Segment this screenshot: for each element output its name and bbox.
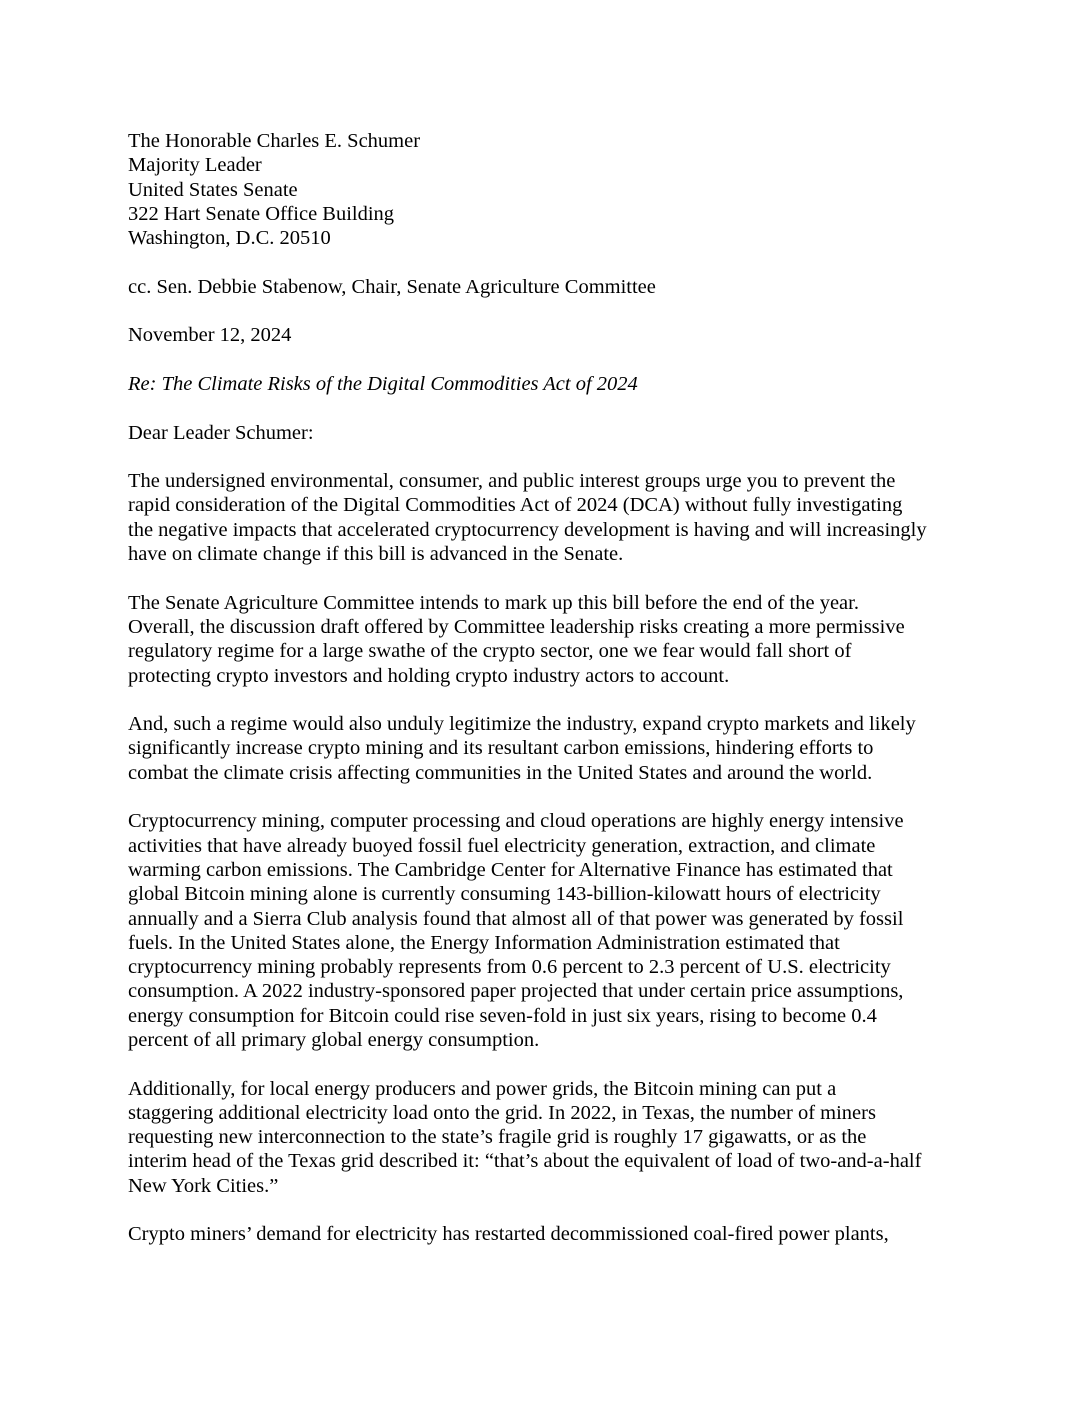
- paragraph-line: significantly increase crypto mining and its resultant carbon emissions, hindering efforts to: [128, 737, 874, 760]
- paragraph-line: The Senate Agriculture Committee intends to mark up this bill before the end of the year.: [128, 591, 859, 614]
- paragraph-line: warming carbon emissions. The Cambridge Center for Alternative Finance has estimated that: [128, 858, 893, 881]
- paragraph-line: And, such a regime would also unduly legitimize the industry, expand crypto markets and likely: [128, 713, 916, 736]
- paragraph-line: consumption. A 2022 industry-sponsored paper projected that under certain price assumptions,: [128, 980, 904, 1003]
- paragraph-line: Additionally, for local energy producers and power grids, the Bitcoin mining can put a: [128, 1077, 837, 1100]
- paragraph-line: protecting crypto investors and holding crypto industry actors to account.: [128, 664, 730, 687]
- cc-line: [128, 275, 968, 299]
- paragraph-line: percent of all primary global energy consumption.: [128, 1028, 540, 1051]
- paragraph-line: fuels. In the United States alone, the Energy Information Administration estimated that: [128, 931, 840, 954]
- addressee-title: Majority Leader: [128, 154, 262, 177]
- paragraph-line: Overall, the discussion draft offered by Committee leadership risks creating a more permissive: [128, 615, 905, 638]
- date-line: [128, 323, 968, 347]
- addressee-street: 322 Hart Senate Office Building: [128, 202, 395, 225]
- paragraph-2: [128, 591, 968, 688]
- paragraph-line: staggering additional electricity load onto the grid. In 2022, in Texas, the number of miners: [128, 1101, 876, 1124]
- addressee-name: The Honorable Charles E. Schumer: [128, 130, 421, 152]
- paragraph-line: have on climate change if this bill is advanced in the Senate.: [128, 543, 624, 566]
- letter-body: [128, 129, 968, 1271]
- paragraph-6: [128, 1222, 968, 1246]
- paragraph-5: [128, 1077, 968, 1198]
- salutation-line: [128, 421, 968, 445]
- paragraph-line: activities that have already buoyed fossil fuel electricity generation, extraction, and climate: [128, 834, 876, 857]
- paragraph-1: [128, 469, 968, 566]
- cc-text: cc. Sen. Debbie Stabenow, Chair, Senate Agriculture Committee: [128, 275, 656, 298]
- paragraph-line: rapid consideration of the Digital Commodities Act of 2024 (DCA) without fully investigating: [128, 494, 903, 517]
- paragraph-line: Crypto miners’ demand for electricity has restarted decommissioned coal-fired power plants,: [128, 1223, 889, 1246]
- paragraph-4: [128, 809, 968, 1052]
- paragraph-line: interim head of the Texas grid described it: “that’s about the equivalent of load of two-and-a-half: [128, 1150, 922, 1173]
- paragraph-line: New York Cities.”: [128, 1174, 279, 1197]
- addressee-block: [128, 129, 968, 250]
- paragraph-line: regulatory regime for a large swathe of the crypto sector, one we fear would fall short of: [128, 640, 852, 663]
- paragraph-line: requesting new interconnection to the state’s fragile grid is roughly 17 gigawatts, or as the: [128, 1126, 867, 1149]
- letter-date: November 12, 2024: [128, 324, 292, 347]
- paragraph-line: annually and a Sierra Club analysis found that almost all of that power was generated by fossil: [128, 907, 904, 930]
- addressee-organization: United States Senate: [128, 178, 298, 201]
- paragraph-line: The undersigned environmental, consumer, and public interest groups urge you to prevent the: [128, 470, 896, 493]
- addressee-city: Washington, D.C. 20510: [128, 227, 331, 250]
- subject-line: [128, 372, 968, 396]
- paragraph-line: combat the climate crisis affecting communities in the United States and around the world.: [128, 761, 873, 784]
- paragraph-line: cryptocurrency mining probably represents from 0.6 percent to 2.3 percent of U.S. electricity: [128, 956, 891, 979]
- letter-subject: Re: The Climate Risks of the Digital Commodities Act of 2024: [128, 372, 638, 395]
- paragraph-line: energy consumption for Bitcoin could rise seven-fold in just six years, rising to become 0.4: [128, 1004, 877, 1027]
- letter-salutation: Dear Leader Schumer:: [128, 421, 314, 444]
- paragraph-3: [128, 712, 968, 785]
- paragraph-line: global Bitcoin mining alone is currently consuming 143-billion-kilowatt hours of electricity: [128, 883, 881, 906]
- paragraph-line: the negative impacts that accelerated cryptocurrency development is having and will increasingly: [128, 518, 927, 541]
- paragraph-line: Cryptocurrency mining, computer processing and cloud operations are highly energy intensive: [128, 810, 904, 833]
